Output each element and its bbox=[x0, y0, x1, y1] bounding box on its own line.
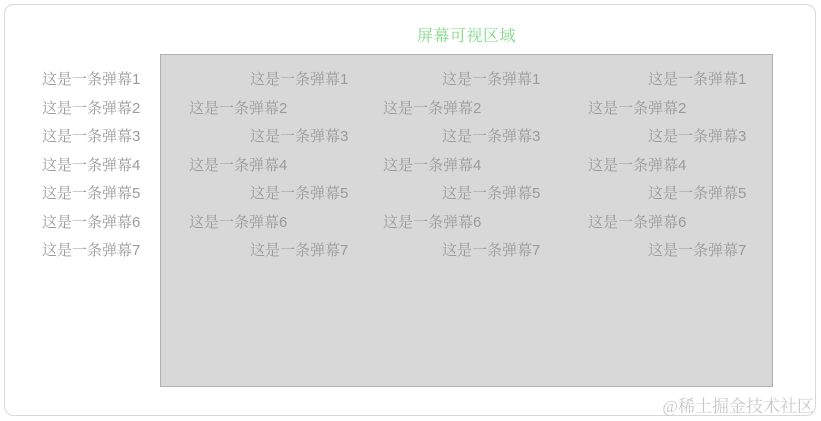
danmaku-item: 这是一条弹幕6 bbox=[189, 214, 288, 231]
danmaku-item: 这是一条弹幕4 bbox=[42, 157, 141, 174]
danmaku-item: 这是一条弹幕4 bbox=[383, 157, 482, 174]
danmaku-item: 这是一条弹幕4 bbox=[588, 157, 687, 174]
danmaku-item: 这是一条弹幕6 bbox=[383, 214, 482, 231]
danmaku-item: 这是一条弹幕7 bbox=[442, 242, 541, 259]
danmaku-item: 这是一条弹幕6 bbox=[588, 214, 687, 231]
danmaku-item: 这是一条弹幕3 bbox=[648, 128, 747, 145]
danmaku-item: 这是一条弹幕3 bbox=[442, 128, 541, 145]
danmaku-item: 这是一条弹幕5 bbox=[42, 185, 141, 202]
danmaku-item: 这是一条弹幕2 bbox=[189, 100, 288, 117]
danmaku-item: 这是一条弹幕1 bbox=[42, 71, 141, 88]
danmaku-item: 这是一条弹幕7 bbox=[250, 242, 349, 259]
danmaku-item: 这是一条弹幕2 bbox=[588, 100, 687, 117]
danmaku-item: 这是一条弹幕5 bbox=[250, 185, 349, 202]
danmaku-item: 这是一条弹幕7 bbox=[648, 242, 747, 259]
watermark: @稀土掘金技术社区 bbox=[662, 397, 814, 416]
danmaku-item: 这是一条弹幕5 bbox=[648, 185, 747, 202]
danmaku-item: 这是一条弹幕2 bbox=[42, 100, 141, 117]
danmaku-item: 这是一条弹幕3 bbox=[42, 128, 141, 145]
danmaku-item: 这是一条弹幕1 bbox=[442, 71, 541, 88]
danmaku-item: 这是一条弹幕4 bbox=[189, 157, 288, 174]
danmaku-item: 这是一条弹幕5 bbox=[442, 185, 541, 202]
danmaku-item: 这是一条弹幕1 bbox=[250, 71, 349, 88]
screen-area-title: 屏幕可视区域 bbox=[416, 28, 516, 45]
danmaku-item: 这是一条弹幕7 bbox=[42, 242, 141, 259]
danmaku-item: 这是一条弹幕1 bbox=[648, 71, 747, 88]
danmaku-item: 这是一条弹幕2 bbox=[383, 100, 482, 117]
danmaku-item: 这是一条弹幕6 bbox=[42, 214, 141, 231]
screen-visible-area bbox=[160, 54, 773, 387]
danmaku-item: 这是一条弹幕3 bbox=[250, 128, 349, 145]
